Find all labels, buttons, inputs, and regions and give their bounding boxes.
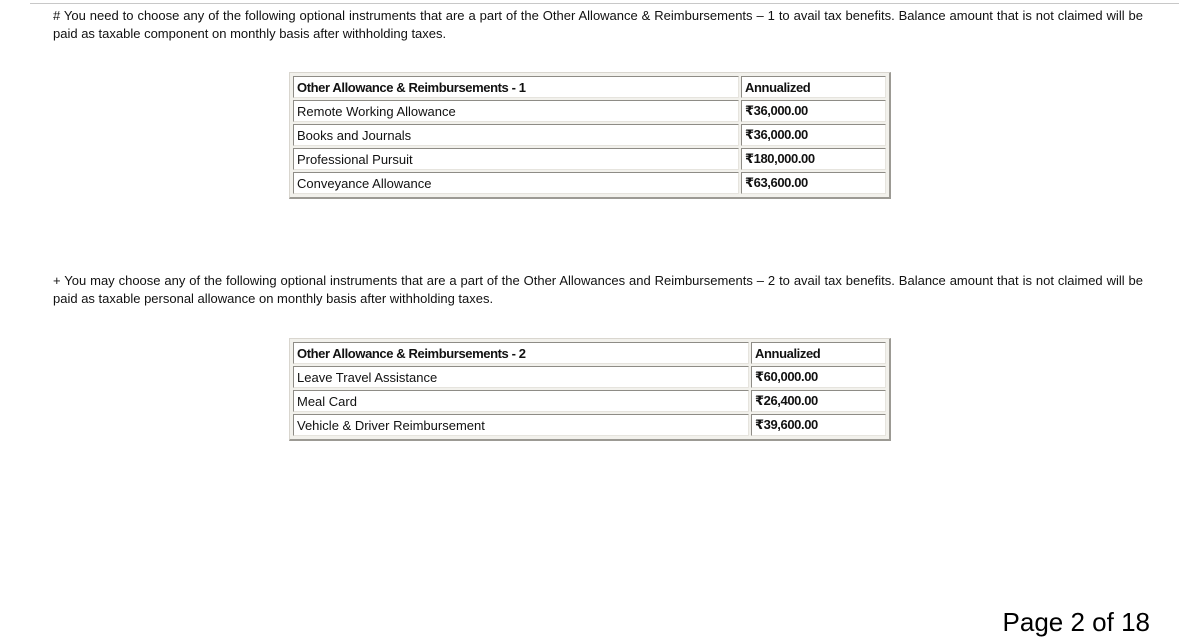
- note-allowances-1: # You need to choose any of the following optional instruments that are a part of the Other Allowance & Reimbursements – 1 to avail tax benefits. Balance amount that is not claimed will be paid as taxable component on monthly basis after withholding taxes.: [53, 8, 1143, 41]
- table-row: [293, 124, 886, 146]
- row-name: Conveyance Allowance: [293, 172, 739, 194]
- table-row: [293, 172, 886, 194]
- column-header-name: Other Allowance & Reimbursements - 1: [293, 76, 739, 98]
- row-amount: ₹36,000.00: [741, 124, 886, 146]
- table-row: [293, 414, 886, 436]
- row-amount: ₹36,000.00: [741, 100, 886, 122]
- table-header-row: [293, 342, 886, 364]
- table-row: [293, 390, 886, 412]
- column-header-name: Other Allowance & Reimbursements - 2: [293, 342, 749, 364]
- table-row: [293, 100, 886, 122]
- row-amount: ₹26,400.00: [751, 390, 886, 412]
- row-name: Leave Travel Assistance: [293, 366, 749, 388]
- table-row: [293, 366, 886, 388]
- allowance-table-2: [289, 338, 891, 441]
- table-row: [293, 148, 886, 170]
- allowance-table-1: [289, 72, 891, 199]
- column-header-annualized: Annualized: [751, 342, 886, 364]
- row-amount: ₹60,000.00: [751, 366, 886, 388]
- top-divider: [30, 3, 1179, 4]
- row-name: Books and Journals: [293, 124, 739, 146]
- table-header-row: [293, 76, 886, 98]
- row-name: Remote Working Allowance: [293, 100, 739, 122]
- row-amount: ₹180,000.00: [741, 148, 886, 170]
- row-name: Meal Card: [293, 390, 749, 412]
- page-number: Page 2 of 18: [1002, 607, 1150, 637]
- row-amount: ₹39,600.00: [751, 414, 886, 436]
- row-amount: ₹63,600.00: [741, 172, 886, 194]
- row-name: Vehicle & Driver Reimbursement: [293, 414, 749, 436]
- note-allowances-2: + You may choose any of the following optional instruments that are a part of the Other Allowances and Reimbursements – 2 to avail tax benefits. Balance amount that is not claimed will be paid as taxable personal allowance on monthly basis after withholding taxes.: [53, 273, 1143, 306]
- column-header-annualized: Annualized: [741, 76, 886, 98]
- row-name: Professional Pursuit: [293, 148, 739, 170]
